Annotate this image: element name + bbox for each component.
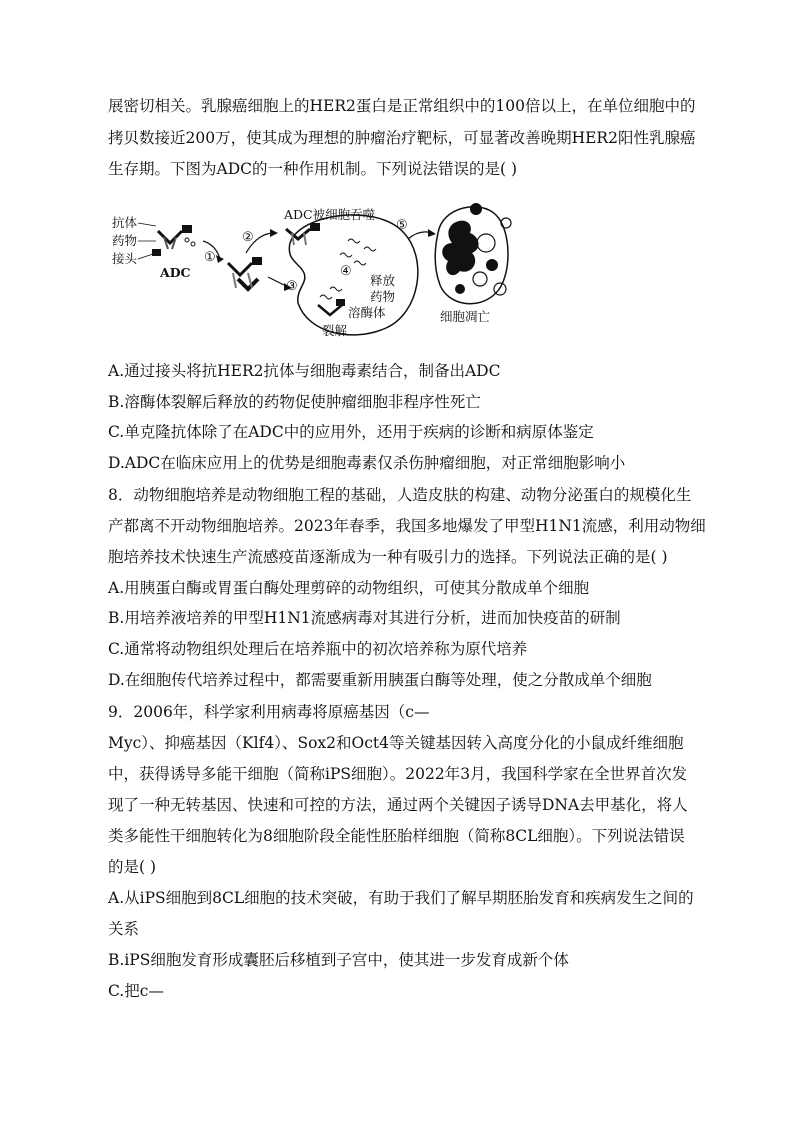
adc-bound-receptor <box>228 257 262 289</box>
question-9-stem: 9．2006年，科学家利用病毒将原癌基因（c— <box>108 703 430 721</box>
q9-option-b: B.iPS细胞发育形成囊胚后移植到子宫中，使其进一步发育成新个体 <box>108 951 569 969</box>
step-4-marker: ④ <box>340 264 352 279</box>
q8-option-a: A.用胰蛋白酶或胃蛋白酶处理剪碎的动物组织，可使其分散成单个细胞 <box>108 579 590 597</box>
step-1-marker: ① <box>204 250 216 265</box>
question-9-stem: 类多能性干细胞转化为8细胞阶段全能性胚胎样细胞（简称8CL细胞）。下列说法错误 <box>108 827 685 845</box>
question-8-stem: 8．动物细胞培养是动物细胞工程的基础，人造皮肤的构建、动物分泌蛋白的规模化生 <box>108 486 692 504</box>
question-9-stem: Myc）、抑癌基因（Klf4）、Sox2和Oct4等关键基因转入高度分化的小鼠成纤维细胞 <box>108 734 684 752</box>
question-9-stem: 的是( ) <box>108 858 157 876</box>
q8-option-b: B.用培养液培养的甲型H1N1流感病毒对其进行分析，进而加快疫苗的研制 <box>108 609 621 627</box>
adc-molecule <box>152 225 195 256</box>
apoptotic-cell <box>435 203 511 304</box>
question-9-stem: 现了一种无转基因、快速和可控的方法，通过两个关键因子诱导DNA去甲基化，将人 <box>108 796 688 814</box>
q7-option-a: A.通过接头将抗HER2抗体与细胞毒素结合，制备出ADC <box>108 362 501 380</box>
q7-option-b: B.溶酶体裂解后释放的药物促使肿瘤细胞非程序性死亡 <box>108 393 481 411</box>
question-8-stem: 产都离不开动物细胞培养。2023年春季，我国多地爆发了甲型H1N1流感，利用动物细 <box>108 517 706 535</box>
q9-option-c: C.把c— <box>108 982 164 1000</box>
q8-option-d: D.在细胞传代培养过程中，都需要重新用胰蛋白酶等处理，使之分散成单个细胞 <box>108 671 652 689</box>
intro-line: 展密切相关。乳腺癌细胞上的HER2蛋白是正常组织中的100倍以上，在单位细胞中的 <box>108 97 696 115</box>
label-lysis: 裂解 <box>322 323 348 338</box>
label-linker: 接头 <box>112 251 138 266</box>
step-2-marker: ② <box>242 230 254 245</box>
intro-line: 拷贝数接近200万，使其成为理想的肿瘤治疗靶标，可显著改善晚期HER2阳性乳腺癌 <box>108 129 696 147</box>
label-adc: ADC <box>160 265 191 280</box>
label-antibody: 抗体 <box>112 215 138 230</box>
q9-option-a: A.从iPS细胞到8CL细胞的技术突破，有助于我们了解早期胚胎发育和疾病发生之间的 <box>108 889 694 907</box>
label-engulf: ADC被细胞吞噬 <box>284 207 376 222</box>
label-drug: 药物 <box>112 233 138 248</box>
label-release-1: 释放 <box>370 273 396 288</box>
adc-mechanism-figure <box>108 193 528 343</box>
q7-option-c: C.单克隆抗体除了在ADC中的应用外，还用于疾病的诊断和病原体鉴定 <box>108 423 594 441</box>
label-release-2: 药物 <box>370 289 396 304</box>
q9-option-a-cont: 关系 <box>108 920 140 938</box>
q8-option-c: C.通常将动物组织处理后在培养瓶中的初次培养称为原代培养 <box>108 640 528 658</box>
question-7-stem: 生存期。下图为ADC的一种作用机制。下列说法错误的是( ) <box>108 160 518 178</box>
label-apoptosis: 细胞凋亡 <box>440 309 491 324</box>
q7-option-d: D.ADC在临床应用上的优势是细胞毒素仅杀伤肿瘤细胞，对正常细胞影响小 <box>108 454 626 472</box>
question-9-stem: 中，获得诱导多能干细胞（简称iPS细胞）。2022年3月，我国科学家在全世界首次发 <box>108 765 688 783</box>
step-5-marker: ⑤ <box>396 218 408 233</box>
step-3-marker: ③ <box>286 279 298 294</box>
label-lysosome: 溶酶体 <box>348 305 386 320</box>
question-8-stem: 胞培养技术快速生产流感疫苗逐渐成为一种有吸引力的选择。下列说法正确的是( ) <box>108 548 668 566</box>
